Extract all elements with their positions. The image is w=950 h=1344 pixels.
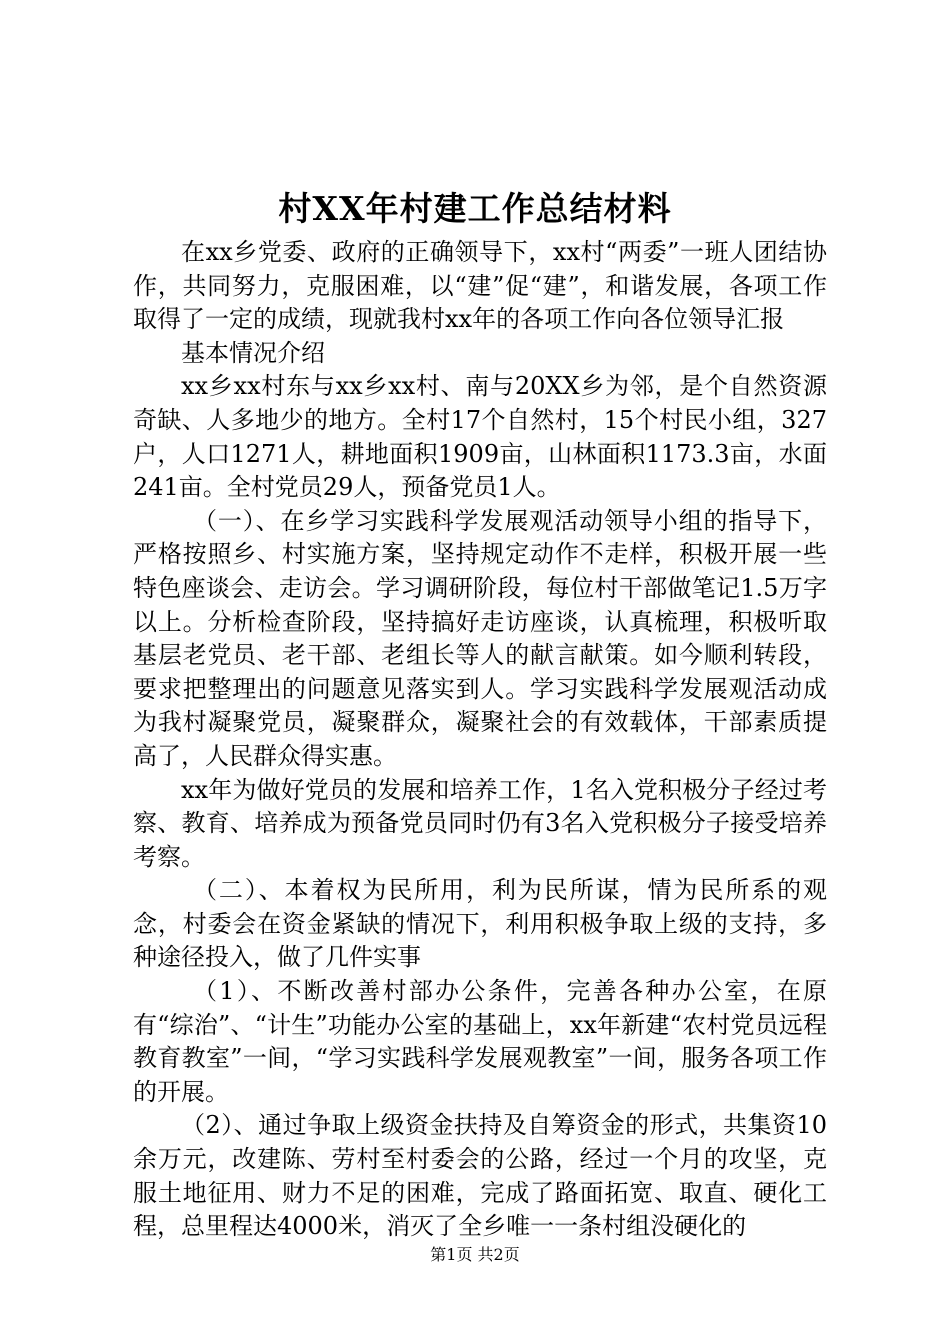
document-body	[133, 236, 827, 1244]
paragraph-item-one: （1）、不断改善村部办公条件，完善各种办公室，在原有“综治”、“计生”功能办公室的基础上，xx年新建“农村党员远程教育教室”一间，“学习实践科学发展观教室”一间，服务各项工作的开展。	[133, 977, 827, 1106]
paragraph-party-members: xx年为做好党员的发展和培养工作，1名入党积极分子经过考察、教育、培养成为预备党员同时仍有3名入党积极分子接受培养考察。	[133, 775, 827, 871]
paragraph-part-one: （一）、在乡学习实践科学发展观活动领导小组的指导下，严格按照乡、村实施方案，坚持规定动作不走样，积极开展一些特色座谈会、走访会。学习调研阶段，每位村干部做笔记1.5万字以上。分析检查阶段，坚持搞好走访座谈，认真梳理，积极听取基层老党员、老干部、老组长等人的献言献策。如今顺利转段，要求把整理出的问题意见落实到人。学习实践科学发展观活动成为我村凝聚党员，凝聚群众，凝聚社会的有效载体，干部素质提高了，人民群众得实惠。	[133, 506, 827, 770]
paragraph-section-heading: 基本情况介绍	[181, 338, 325, 367]
paragraph-intro: 在xx乡党委、政府的正确领导下，xx村“两委”一班人团结协作，共同努力，克服困难，以“建”促“建”，和谐发展，各项工作取得了一定的成绩，现就我村xx年的各项工作向各位领导汇报	[133, 238, 827, 334]
paragraph-part-two: （二）、本着权为民所用，利为民所谋，情为民所系的观念，村委会在资金紧缺的情况下，利用积极争取上级的支持，多种途径投入，做了几件实事	[133, 876, 827, 972]
document-title: 村XX年村建工作总结材料	[278, 189, 672, 228]
paragraph-item-two: （2）、通过争取上级资金扶持及自筹资金的形式，共集资10余万元，改建陈、劳村至村委会的公路，经过一个月的攻坚，克服土地征用、财力不足的困难，完成了路面拓宽、取直、硬化工程，总里程达4000米，消灭了全乡唯一一条村组没硬化的	[133, 1111, 827, 1241]
page-footer: 第1页 共2页	[430, 1245, 520, 1264]
paragraph-basic-info: xx乡xx村东与xx乡xx村、南与20XX乡为邻，是个自然资源奇缺、人多地少的地方。全村17个自然村，15个村民小组，327户，人口1271人，耕地面积1909亩，山林面积1173.3亩，水面241亩。全村党员29人，预备党员1人。	[133, 372, 827, 502]
